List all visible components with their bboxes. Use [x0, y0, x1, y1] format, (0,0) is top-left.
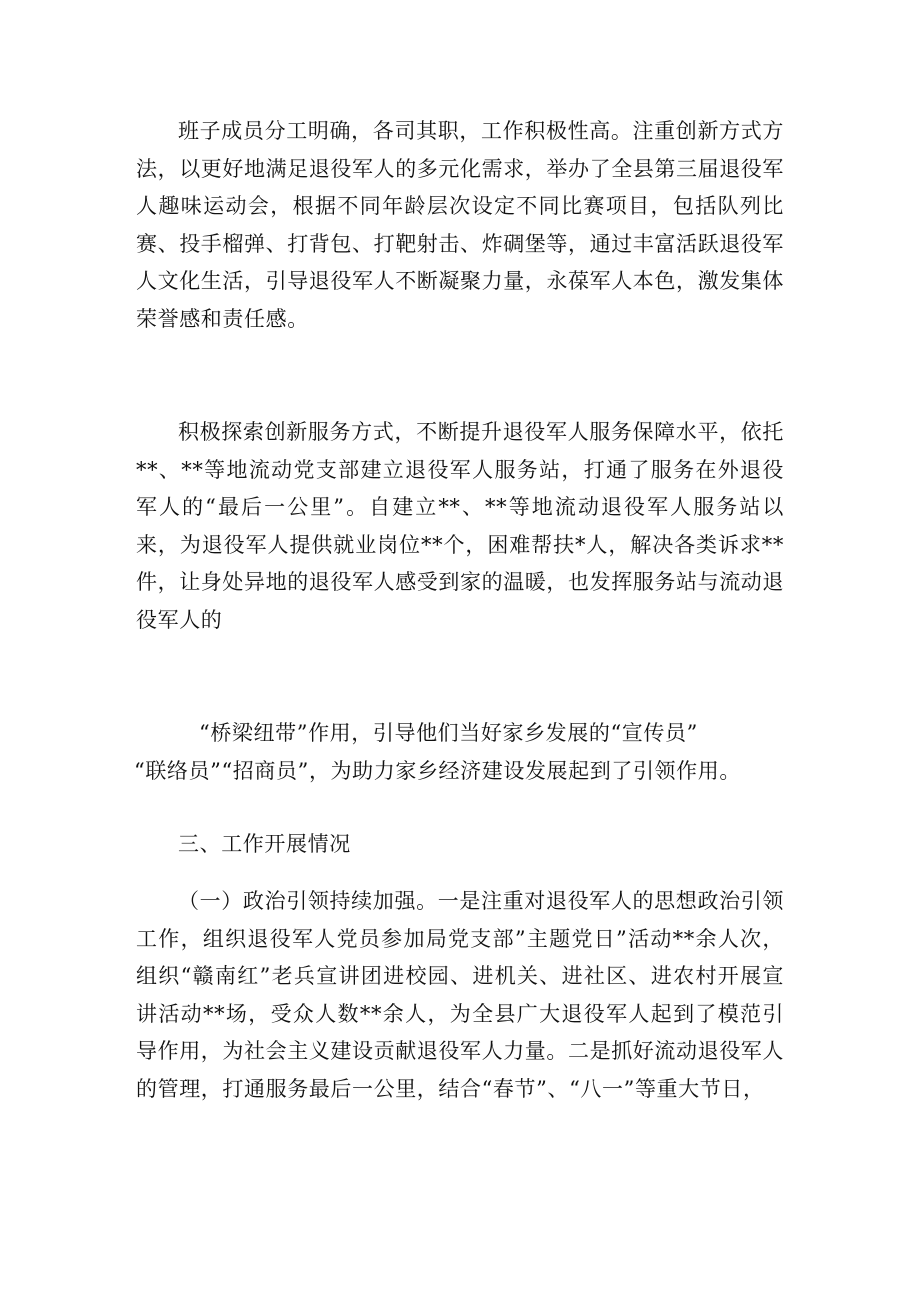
- bridge-line-2: “联络员”“招商员”，为助力家乡经济建设发展起到了引领作用。: [134, 758, 741, 783]
- paragraph-political-guidance: （一）政治引领持续加强。一是注重对退役军人的思想政治引领工作，组织退役军人党员参加局党支部”主题党日”活动**余人次，组织“赣南红”老兵宣讲团进校园、进机关、进社区、进农村开展宣讲活动**场，受众人数**余人，为全县广大退役军人起到了模范引导作用，为社会主义建设贡献退役军人力量。二是抓好流动退役军人的管理，打通服务最后一公里，结合“春节”、“八一”等重大节日，: [136, 889, 784, 1101]
- paragraph-bridge-role: [136, 715, 784, 790]
- bridge-line-1: “桥梁纽带”作用，引导他们当好家乡发展的“宣传员”: [199, 721, 698, 745]
- paragraph-team-duties: 班子成员分工明确，各司其职，工作积极性高。注重创新方式方法，以更好地满足退役军人的多元化需求，举办了全县第三届退役军人趣味运动会，根据不同年龄层次设定不同比赛项目，包括队列比赛、投手榴弹、打背包、打靶射击、炸碉堡等，通过丰富活跃退役军人文化生活，引导退役军人不断凝聚力量，永葆军人本色，激发集体荣誉感和责任感。: [136, 119, 784, 331]
- paragraph-service-stations: 积极探索创新服务方式，不断提升退役军人服务保障水平，依托**、**等地流动党支部建立退役军人服务站，打通了服务在外退役军人的“最后一公里”。自建立**、**等地流动退役军人服务站以来，为退役军人提供就业岗位**个，困难帮扶*人，解决各类诉求**件，让身处异地的退役军人感受到家的温暖，也发挥服务站与流动退役军人的: [136, 420, 784, 632]
- section-heading: 三、工作开展情况: [178, 832, 351, 856]
